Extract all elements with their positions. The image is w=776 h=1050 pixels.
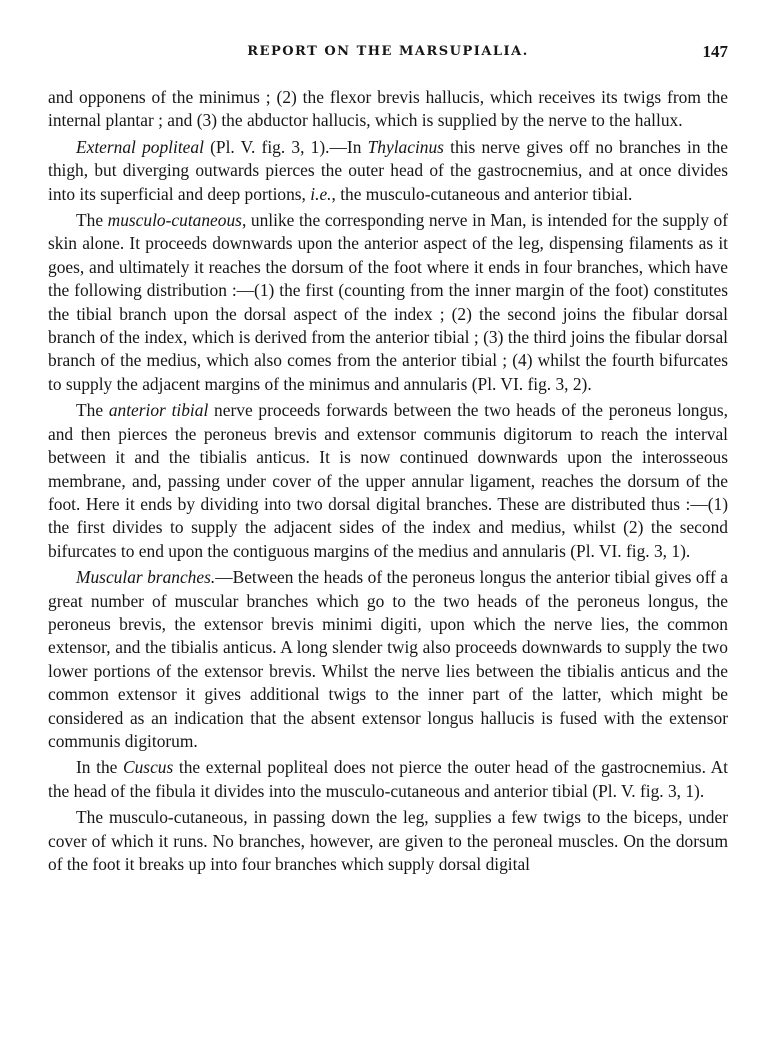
paragraph-cuscus: In the Cuscus the external popliteal does not pierce the outer head of the gastrocnemius. At the head of the fibula it divides into the musculo-cutaneous and anterior tibial (Pl. V. fig. 3, 1).	[48, 757, 728, 801]
paragraph-musculo-cutaneous: The musculo-cutaneous, unlike the corresponding nerve in Man, is intended for the supply of skin alone. It proceeds downwards upon the anterior aspect of the leg, dispensing filaments as it goes, and ultimately it reaches the dorsum of the foot where it ends in four branches, which have the following distribution :—(1) the first (counting from the inner margin of the foot) constitutes the tibial branch upon the dorsal aspect of the index ; (2) the second joins the fibular dorsal branch of the index, which is derived from the anterior tibial ; (3) the third joins the fibular dorsal branch of the medius, which also comes from the anterior tibial ; (4) whilst the fourth bifurcates to supply the adjacent margins of the minimus and annularis (Pl. VI. fig. 3, 2).	[48, 210, 729, 394]
page-number: 147	[702, 42, 728, 61]
abbrev-ie: i.e.	[310, 183, 332, 204]
paragraph-muscular-branches: Muscular branches.—Between the heads of the peroneus longus the anterior tibial gives off a great number of muscular branches which go to the two heads of the peroneus longus, the peroneus brevis, the extensor brevis minimi digiti, upon which the nerve lies, the common extensor, and the tibialis anticus. A long slender twig also proceeds downwards to supply the two lower portions of the extensor brevis. Whilst the nerve lies between the tibialis anticus and the common extensor it gives additional twigs to the inner part of the latter, which might be considered as an indication that the absent extensor longus hallucis is fused with the extensor communis digitorum.	[48, 567, 729, 751]
running-head: REPORT ON THE MARSUPIALIA.	[247, 44, 529, 59]
section-heading-external-popliteal: External popliteal	[76, 136, 204, 157]
page-header	[48, 42, 728, 70]
paragraph-anterior-tibial: The anterior tibial nerve proceeds forwards between the two heads of the peroneus longus, and then pierces the peroneus brevis and extensor communis digitorum to reach the interval between it and the tibialis anticus. It is now continued downwards upon the interosseous membrane, and, passing under cover of the upper annular ligament, reaches the dorsum of the foot. Here it ends by dividing into two dorsal digital branches. These are distributed thus :—(1) the first divides to supply the adjacent sides of the index and medius, whilst (2) the second bifurcates to end upon the contiguous margins of the medius and annularis (Pl. VI. fig. 3, 1).	[48, 400, 728, 561]
paragraph-7: The musculo-cutaneous, in passing down the leg, supplies a few twigs to the biceps, under cover of which it runs. No branches, however, are given to the peroneal muscles. On the dorsum of the foot it breaks up into four branches which supply dorsal digital	[48, 807, 728, 874]
paragraph-1: and opponens of the minimus ; (2) the flexor brevis hallucis, which receives its twigs from the internal plantar ; and (3) the abductor hallucis, which is supplied by the nerve to the hallux.	[48, 87, 728, 131]
genus-thylacinus: Thylacinus	[367, 136, 444, 157]
paragraph-external-popliteal: External popliteal (Pl. V. fig. 3, 1).—In Thylacinus this nerve gives off no branches in the thigh, but diverging outwards pierces the outer head of the gastrocnemius, and at once divides into its superficial and deep portions, i.e., the musculo-cutaneous and anterior tibial.	[48, 136, 729, 204]
term-musculo-cutaneous: musculo-cutaneous	[107, 210, 242, 231]
term-anterior-tibial: anterior tibial	[108, 400, 209, 421]
genus-cuscus: Cuscus	[123, 757, 174, 778]
section-heading-muscular-branches: Muscular branches.	[76, 567, 216, 588]
body-text	[48, 86, 728, 879]
